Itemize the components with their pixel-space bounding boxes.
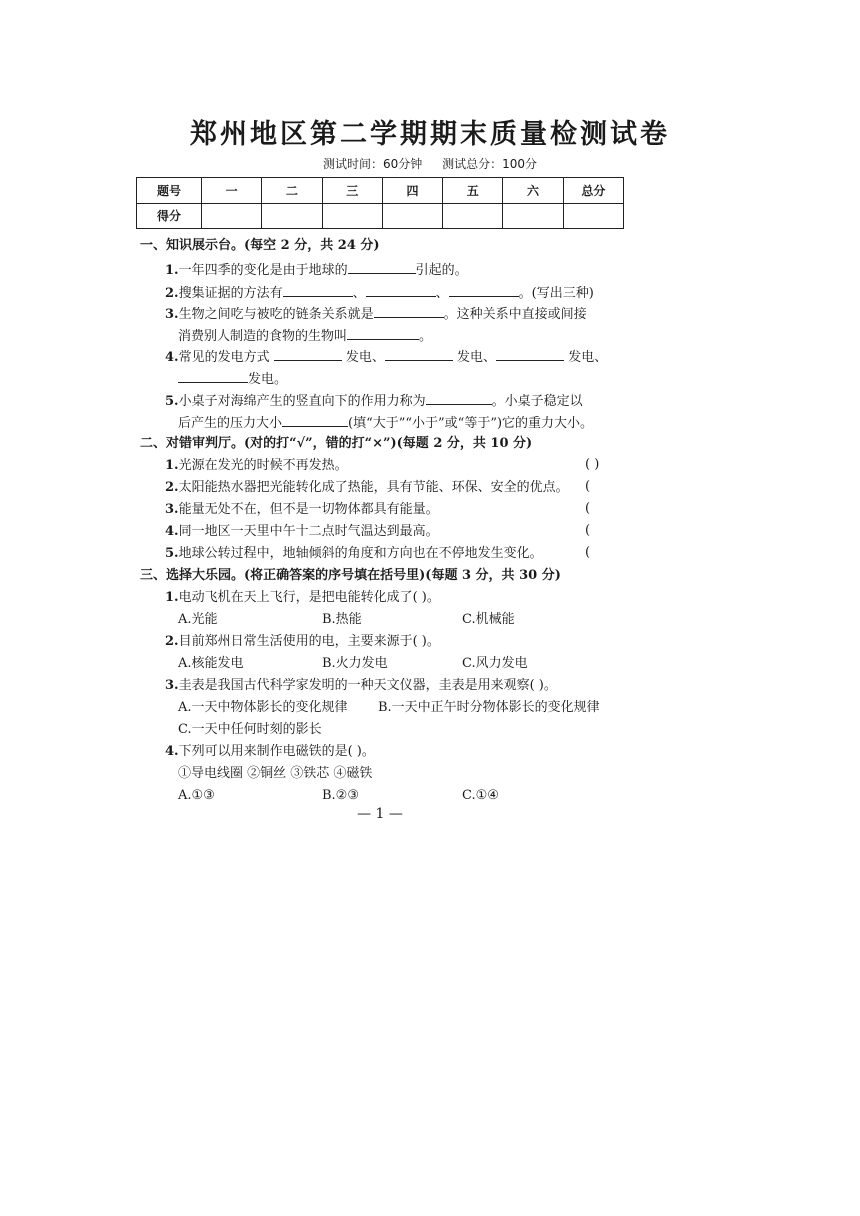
- score-header-cell: 总分: [563, 178, 623, 204]
- s1-question-5: [165, 391, 583, 411]
- answer-blank[interactable]: [385, 347, 453, 361]
- statement-text: 同一地区一天里中午十二点时气温达到最高。: [178, 524, 439, 539]
- question-number: 4.: [165, 744, 179, 759]
- question-text: 发电、: [457, 350, 497, 365]
- answer-blank[interactable]: [366, 283, 436, 297]
- question-text: 圭表是我国古代科学家发明的一种天文仪器，圭表是用来观察( )。: [178, 678, 557, 693]
- score-header-cell: 六: [503, 178, 563, 204]
- question-text: 发电。: [248, 372, 288, 387]
- section3-title: 三、选择大乐园。(将正确答案的序号填在括号里)(每题 3 分，共 30 分): [140, 568, 561, 583]
- question-text: 。: [419, 329, 433, 344]
- section2-title: 二、对错审判厅。(对的打“√”，错的打“×”)(每题 2 分，共 10 分): [140, 436, 533, 451]
- question-text: 一年四季的变化是由于地球的: [178, 263, 348, 278]
- answer-parenthesis[interactable]: (: [585, 523, 591, 538]
- test-total: 测试总分：100分: [442, 157, 537, 171]
- question-number: 2.: [165, 634, 179, 649]
- statement-text: 光源在发光的时候不再发热。: [178, 458, 348, 473]
- answer-blank[interactable]: [347, 326, 419, 340]
- answer-blank[interactable]: [348, 260, 416, 274]
- answer-blank[interactable]: [426, 391, 492, 405]
- s3-q4-option-b[interactable]: B.②③: [322, 788, 359, 803]
- question-number: 5.: [165, 546, 179, 561]
- s2-item-5: [165, 545, 543, 563]
- s3-q4-items: ①导电线圈 ②铜丝 ③铁芯 ④磁铁: [178, 766, 373, 781]
- score-cell[interactable]: [503, 203, 563, 229]
- question-number: 2.: [165, 480, 179, 495]
- exam-title: 郑州地区第二学期期末质量检测试卷: [190, 119, 670, 150]
- s3-q3-option-a[interactable]: A.一天中物体影长的变化规律: [178, 700, 348, 715]
- question-text: (填“大于”“小于”或“等于”)它的重力大小。: [348, 416, 594, 431]
- question-text: 生物之间吃与被吃的链条关系就是: [178, 307, 374, 322]
- s3-q2-option-c[interactable]: C.风力发电: [462, 656, 528, 671]
- score-cell[interactable]: [382, 203, 442, 229]
- question-number: 1.: [165, 263, 179, 278]
- s1-question-3-cont: [178, 326, 432, 346]
- s3-q1-option-c[interactable]: C.机械能: [462, 612, 515, 627]
- question-text: 发电、: [345, 350, 385, 365]
- answer-parenthesis[interactable]: (: [585, 479, 591, 494]
- s2-item-1: [165, 457, 348, 475]
- s2-item-4: [165, 523, 439, 541]
- s3-q1-option-b[interactable]: B.热能: [322, 612, 362, 627]
- separator: 、: [352, 286, 366, 301]
- score-header-cell: 一: [202, 178, 262, 204]
- score-cell[interactable]: [202, 203, 262, 229]
- s3-q3-option-c[interactable]: C.一天中任何时刻的影长: [178, 722, 322, 737]
- answer-blank[interactable]: [178, 369, 248, 383]
- score-header-cell: 五: [443, 178, 503, 204]
- question-number: 4.: [165, 350, 179, 365]
- s3-q3-option-b[interactable]: B.一天中正午时分物体影长的变化规律: [378, 700, 600, 715]
- statement-text: 太阳能热水器把光能转化成了热能，具有节能、环保、安全的优点。: [178, 480, 569, 495]
- s1-question-4: [165, 347, 607, 367]
- answer-parenthesis[interactable]: (: [585, 545, 591, 560]
- question-text: 引起的。: [415, 263, 468, 278]
- score-row-label: 得分: [137, 203, 202, 229]
- s1-question-1: [165, 260, 468, 280]
- s1-question-5-cont: [178, 413, 593, 433]
- score-cell[interactable]: [563, 203, 623, 229]
- s1-question-4-cont: [178, 369, 287, 389]
- answer-blank[interactable]: [283, 283, 353, 297]
- score-cell[interactable]: [443, 203, 503, 229]
- score-cell[interactable]: [262, 203, 322, 229]
- question-text: 发电、: [568, 350, 608, 365]
- question-text: 常见的发电方式: [178, 350, 270, 365]
- statement-text: 地球公转过程中，地轴倾斜的角度和方向也在不停地发生变化。: [178, 546, 543, 561]
- s3-question-4: [165, 743, 375, 761]
- answer-blank[interactable]: [282, 413, 348, 427]
- exam-subtitle: [0, 155, 860, 172]
- s1-question-3: [165, 304, 587, 324]
- test-time: 测试时间：60分钟: [322, 157, 423, 171]
- s2-item-2: [165, 479, 569, 497]
- s3-question-2: [165, 633, 440, 651]
- question-number: 3.: [165, 502, 179, 517]
- question-number: 2.: [165, 286, 179, 301]
- score-header-cell: 题号: [137, 178, 202, 204]
- question-text: 搜集证据的方法有: [178, 286, 283, 301]
- score-header-cell: 四: [382, 178, 442, 204]
- answer-blank[interactable]: [274, 347, 342, 361]
- question-number: 3.: [165, 678, 179, 693]
- s3-q4-option-c[interactable]: C.①④: [462, 788, 499, 803]
- statement-text: 能量无处不在，但不是一切物体都具有能量。: [178, 502, 439, 517]
- s3-q4-option-a[interactable]: A.①③: [178, 788, 215, 803]
- question-text: 。小桌子稳定以: [491, 394, 583, 409]
- question-text: 下列可以用来制作电磁铁的是( )。: [178, 744, 375, 759]
- page-number: — 1 —: [357, 806, 403, 822]
- s3-q2-option-a[interactable]: A.核能发电: [178, 656, 244, 671]
- score-table-row: [137, 203, 624, 229]
- s1-question-2: [165, 283, 594, 303]
- s3-question-1: [165, 589, 440, 607]
- section1-title: 一、知识展示台。(每空 2 分，共 24 分): [140, 238, 380, 253]
- score-header-cell: 三: [322, 178, 382, 204]
- score-header-cell: 二: [262, 178, 322, 204]
- question-text: 小桌子对海绵产生的竖直向下的作用力称为: [178, 394, 426, 409]
- question-text: 。(写出三种): [518, 286, 594, 301]
- question-number: 3.: [165, 307, 179, 322]
- question-text: 电动飞机在天上飞行，是把电能转化成了( )。: [178, 590, 440, 605]
- answer-parenthesis[interactable]: ( ): [585, 457, 600, 472]
- answer-blank[interactable]: [374, 304, 444, 318]
- s3-question-3: [165, 677, 557, 695]
- question-text: 消费别人制造的食物的生物叫: [178, 329, 348, 344]
- separator: 、: [435, 286, 449, 301]
- score-table-header-row: [137, 178, 624, 204]
- score-cell[interactable]: [322, 203, 382, 229]
- s3-q1-option-a[interactable]: A.光能: [178, 612, 218, 627]
- s2-item-3: [165, 501, 439, 519]
- question-number: 1.: [165, 590, 179, 605]
- question-text: 后产生的压力大小: [178, 416, 283, 431]
- answer-blank[interactable]: [449, 283, 519, 297]
- question-number: 1.: [165, 458, 179, 473]
- score-table: [136, 177, 624, 229]
- answer-parenthesis[interactable]: (: [585, 501, 591, 516]
- question-number: 5.: [165, 394, 179, 409]
- s3-q2-option-b[interactable]: B.火力发电: [322, 656, 388, 671]
- answer-blank[interactable]: [496, 347, 564, 361]
- question-text: 。这种关系中直接或间接: [443, 307, 587, 322]
- question-number: 4.: [165, 524, 179, 539]
- question-text: 目前郑州日常生活使用的电，主要来源于( )。: [178, 634, 440, 649]
